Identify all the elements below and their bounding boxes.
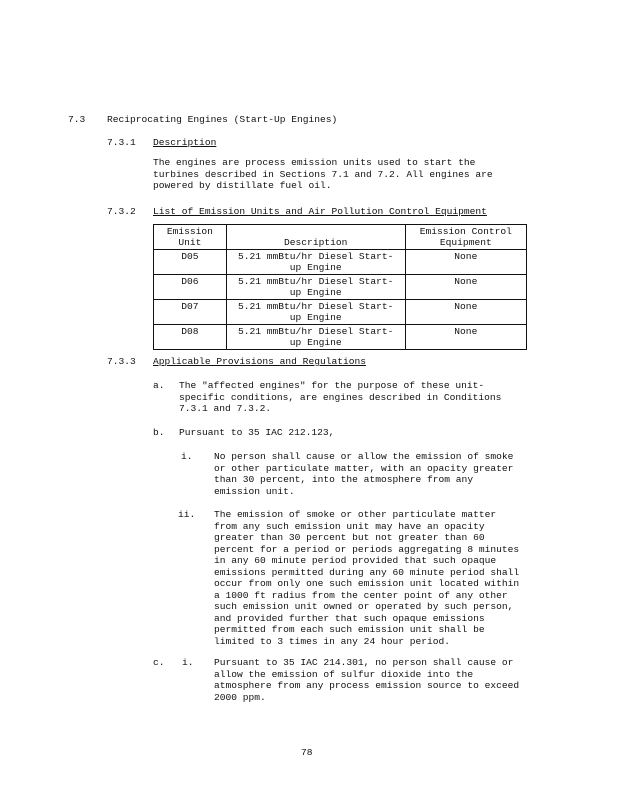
item-c-label: c. bbox=[153, 657, 165, 668]
table-row bbox=[154, 250, 527, 275]
item-c-text: Pursuant to 35 IAC 214.301, no person shall cause or allow the emission of sulfur dioxide into the atmosphere from any process emission source to exceed 2000 ppm. bbox=[214, 657, 520, 703]
cell-control: None bbox=[405, 300, 526, 325]
cell-description: 5.21 mmBtu/hr Diesel Start- up Engine bbox=[226, 300, 405, 325]
item-b-ii-text: The emission of smoke or other particulate matter from any such emission unit may have an opacity greater than 30 percent but not greater than 60 percent for a period or periods aggregating 8 minutes in any 60 minute period provided that such opaque emissions permitted during any 60 minute period shall occur from only one such emission unit located within a 1000 ft radius from the center point of any other such emission unit owned or operated by such person, and provided further that such opaque emissions permitted from each such emission unit shall be limited to 3 times in any 24 hour period. bbox=[214, 509, 520, 647]
header-emission-control: Emission Control Equipment bbox=[405, 225, 526, 250]
cell-unit: D07 bbox=[154, 300, 227, 325]
emission-units-table bbox=[153, 224, 527, 350]
item-a-label: a. bbox=[153, 380, 165, 391]
cell-control: None bbox=[405, 325, 526, 350]
table-row bbox=[154, 300, 527, 325]
subsection-7-3-1-title: Description bbox=[153, 137, 217, 148]
cell-unit: D05 bbox=[154, 250, 227, 275]
cell-description: 5.21 mmBtu/hr Diesel Start- up Engine bbox=[226, 275, 405, 300]
item-b-label: b. bbox=[153, 427, 165, 438]
cell-control: None bbox=[405, 250, 526, 275]
cell-description: 5.21 mmBtu/hr Diesel Start- up Engine bbox=[226, 250, 405, 275]
page-number: 78 bbox=[301, 747, 313, 758]
subsection-7-3-3-title: Applicable Provisions and Regulations bbox=[153, 356, 367, 367]
table-header-row bbox=[154, 225, 527, 250]
description-paragraph: The engines are process emission units used to start the turbines described in Sections 7.1 and 7.2. All engines are powered by distillate fuel oil. bbox=[153, 157, 493, 191]
section-number: 7.3 bbox=[68, 114, 86, 125]
item-c-sublabel: i. bbox=[182, 657, 194, 668]
section-title: Reciprocating Engines (Start-Up Engines) bbox=[107, 114, 338, 125]
subsection-7-3-1-number: 7.3.1 bbox=[107, 137, 136, 148]
header-emission-unit: Emission Unit bbox=[154, 225, 227, 250]
subsection-7-3-2-title: List of Emission Units and Air Pollution Control Equipment bbox=[153, 206, 487, 217]
cell-control: None bbox=[405, 275, 526, 300]
subsection-7-3-3-number: 7.3.3 bbox=[107, 356, 136, 367]
item-b-i-label: i. bbox=[181, 451, 193, 462]
item-b-ii-label: ii. bbox=[178, 509, 196, 520]
item-b-i-text: No person shall cause or allow the emission of smoke or other particulate matter, with an opacity greater than 30 percent, into the atmosphere from any emission unit. bbox=[214, 451, 514, 497]
table-row bbox=[154, 275, 527, 300]
subsection-7-3-2-number: 7.3.2 bbox=[107, 206, 136, 217]
table-row bbox=[154, 325, 527, 350]
item-a-text: The "affected engines" for the purpose of these unit- specific conditions, are engines described in Conditions 7.3.1 and 7.3.2. bbox=[179, 380, 502, 414]
cell-description: 5.21 mmBtu/hr Diesel Start- up Engine bbox=[226, 325, 405, 350]
cell-unit: D06 bbox=[154, 275, 227, 300]
cell-unit: D08 bbox=[154, 325, 227, 350]
header-description: Description bbox=[226, 225, 405, 250]
item-b-text: Pursuant to 35 IAC 212.123, bbox=[179, 427, 335, 438]
